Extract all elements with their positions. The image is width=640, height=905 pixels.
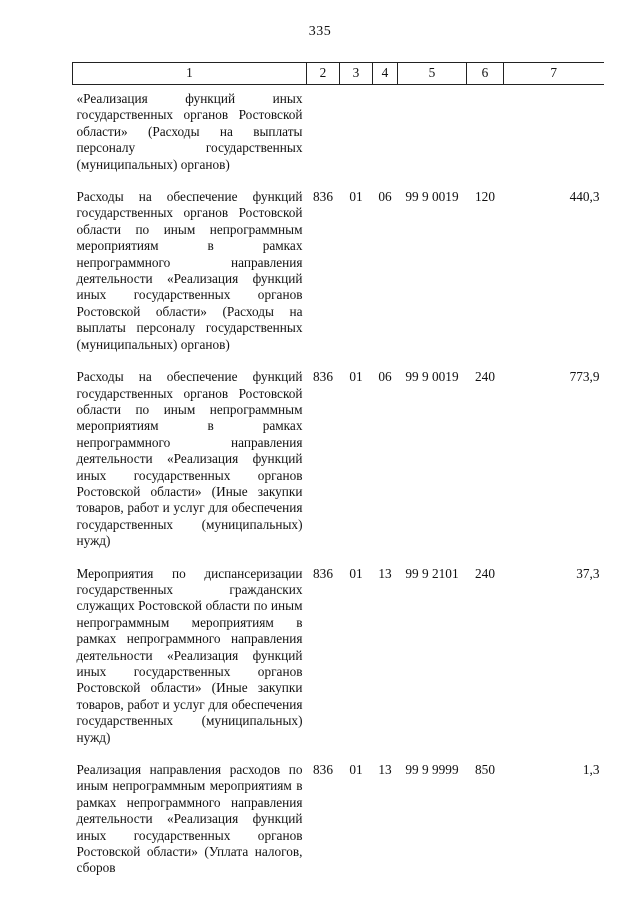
- cell-section: 01: [349, 189, 363, 205]
- column-header-5: 5: [398, 63, 467, 85]
- table-row: [73, 560, 604, 756]
- column-header-6: 6: [467, 63, 504, 85]
- cell-section: [340, 85, 373, 184]
- cell-subsection: [373, 85, 398, 184]
- cell-expense-type: 120: [475, 189, 495, 205]
- cell-amount: 440,3: [569, 189, 600, 205]
- table-row: [73, 85, 604, 184]
- row-description: Реализация направления расходов по иным непрограммным мероприятиям в рамках непрограммного направления деятельности «Реализация функций иных государственных органов Ростовской области» (Уплата налогов, сборов: [76, 762, 303, 876]
- cell-target-article: 99 9 0019: [405, 369, 459, 385]
- table-row: [73, 183, 604, 363]
- cell-target-article: 99 9 0019: [405, 189, 459, 205]
- cell-ministry-code: [307, 85, 340, 184]
- cell-subsection: 13: [378, 565, 392, 581]
- cell-subsection: 06: [378, 369, 392, 385]
- row-description: Расходы на обеспечение функций государственных органов Ростовской области по иным непрограммным мероприятиям в рамках непрограммного направления деятельности «Реализация функций иных государственных органов Ростовской области» (Расходы на выплаты персоналу государственных (муниципальных) органов): [76, 189, 303, 352]
- table-header-row: [73, 63, 604, 85]
- row-description: Расходы на обеспечение функций государственных органов Ростовской области по иным непрограммным мероприятиям в рамках непрограммного направления деятельности «Реализация функций иных государственных органов Ростовской области» (Иные закупки товаров, работ и услуг для обеспечения государственных (муниципальных) нужд): [76, 369, 303, 549]
- cell-ministry-code: 836: [313, 189, 333, 205]
- cell-ministry-code: 836: [313, 565, 333, 581]
- cell-target-article: 99 9 2101: [405, 565, 459, 581]
- row-description: «Реализация функций иных государственных органов Ростовской области» (Расходы на выплаты персоналу государственных (муниципальных) органов): [76, 91, 303, 172]
- cell-amount: 773,9: [569, 369, 600, 385]
- cell-section: 01: [349, 565, 363, 581]
- column-header-4: 4: [373, 63, 398, 85]
- cell-target-article: [398, 85, 467, 184]
- cell-amount: 37,3: [576, 565, 600, 581]
- row-description: Мероприятия по диспансеризации государственных гражданских служащих Ростовской области по иным непрограммным мероприятиям в рамках непрограммного направления деятельности «Реализация функций иных государственных органов Ростовской области» (Иные закупки товаров, работ и услуг для обеспечения государственных (муниципальных) нужд): [76, 565, 303, 745]
- table-row: [73, 363, 604, 559]
- cell-subsection: 13: [378, 762, 392, 778]
- cell-subsection: 06: [378, 189, 392, 205]
- cell-expense-type: [467, 85, 504, 184]
- cell-ministry-code: 836: [313, 369, 333, 385]
- column-header-1: 1: [73, 63, 307, 85]
- column-header-7: 7: [504, 63, 604, 85]
- cell-ministry-code: 836: [313, 762, 333, 778]
- table-row: [73, 756, 604, 877]
- page-number: 335: [308, 24, 332, 39]
- cell-amount: [504, 85, 604, 184]
- budget-table: [72, 62, 604, 877]
- column-header-3: 3: [340, 63, 373, 85]
- cell-target-article: 99 9 9999: [405, 762, 459, 778]
- cell-section: 01: [349, 369, 363, 385]
- cell-expense-type: 850: [475, 762, 495, 778]
- cell-section: 01: [349, 762, 363, 778]
- cell-expense-type: 240: [475, 369, 495, 385]
- cell-expense-type: 240: [475, 565, 495, 581]
- column-header-2: 2: [307, 63, 340, 85]
- cell-amount: 1,3: [582, 762, 600, 778]
